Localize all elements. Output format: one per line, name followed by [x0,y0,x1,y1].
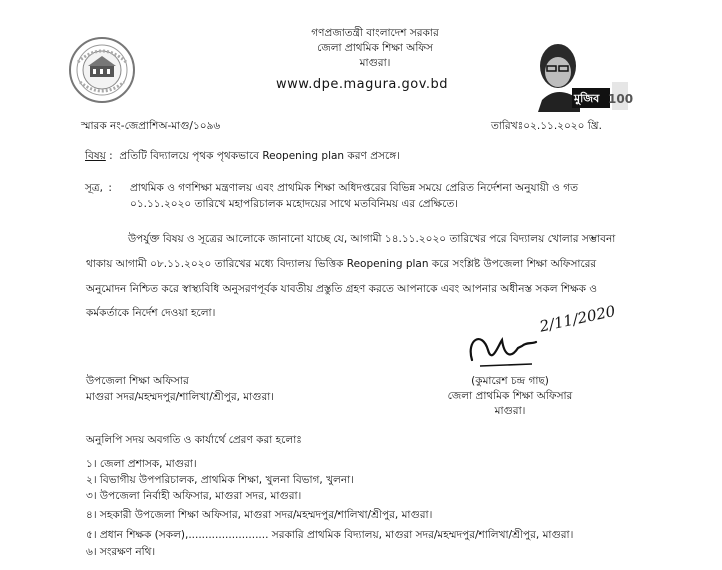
handwritten-signature [462,320,542,372]
mujib-100-logo [528,30,634,112]
copy-item: ২। বিভাগীয় উপপরিচালক, প্রাথমিক শিক্ষা, খুলনা বিভাগ, খুলনা। [86,474,354,486]
copy-item: ৩। উপজেলা নির্বাহী অফিসার, মাগুরা সদর, মাগুরা। [86,490,302,502]
copy-item: ৬। সংরক্ষণ নথি। [86,546,156,558]
body-line-4: কর্মকর্তাকে নির্দেশ দেওয়া হলো। [86,307,216,319]
government-seal-logo [68,36,136,104]
copy-item: ৫। প্রধান শিক্ষক (সকল),........................ সরকারি প্রাথমিক বিদ্যালয়, মাগুরা সদর/মহম্মদপুর/শালিখা/শ্রীপুর, মাগুরা। [86,529,574,541]
signatory-title: জেলা প্রাথমিক শিক্ষা অফিসার [447,390,573,402]
subject-text: প্রতিটি বিদ্যালয়ে পৃথক পৃথকভাবে Reopening plan করণ প্রসঙ্গে। [119,150,400,162]
copy-item: ১। জেলা প্রশাসক, মাগুরা। [86,458,197,470]
signatory-place: মাগুরা। [494,405,526,417]
body-line-3: অনুমোদন নিশ্চিত করে স্বাস্থ্যবিধি অনুসরণপূর্বক যাবতীয় প্রস্তুতি গ্রহণ করতে আপনাকে এবং আপনার অধীনস্ত সকল শিক্ষক ও [86,283,598,295]
copy-item: ৪। সহকারী উপজেলা শিক্ষা অফিসার, মাগুরা সদর/মহম্মদপুর/শালিখা/শ্রীপুর, মাগুরা। [86,509,433,521]
reference-label: সূত্র, [85,182,103,194]
handwritten-date: 2/11/2020 [538,302,617,336]
reference-line-2: ০১.১১.২০২০ তারিখে মহাপরিচালক মহোদয়ের সাথে মতবিনিময় এর প্রেক্ষিতে। [130,198,458,210]
body-line-2: থাকায় আগামী ০৮.১১.২০২০ তারিখের মধ্যে বিদ্যালয় ভিত্তিক Reopening plan করে সংশ্লিষ্ট উপজেলা শিক্ষা অফিসারের [86,258,597,270]
header-line-office: জেলা প্রাথমিক শিক্ষা অফিস [317,42,433,54]
recipient-address: মাগুরা সদর/মহম্মদপুর/শালিখা/শ্রীপুর, মাগুরা। [86,391,275,403]
memo-date: তারিখঃ০২.১১.২০২০ খ্রি. [491,120,602,132]
office-website: www.dpe.magura.gov.bd [276,77,449,92]
copies-list [86,457,573,560]
reference-line-1: প্রাথমিক ও গণশিক্ষা মন্ত্রণালয় এবং প্রাথমিক শিক্ষা অধিদপ্তরের বিভিন্ন সময়ে প্রেরিত নির্দেশনা অনুযায়ী ও গত [130,182,578,194]
header-line-district: মাগুরা। [359,57,391,69]
recipient-title: উপজেলা শিক্ষা অফিসার [86,375,189,387]
mujib-logo-number: 100 [608,92,634,106]
subject-colon: : [105,150,120,162]
body-line-1: উপর্যুক্ত বিষয় ও সূত্রের আলোকে জানানো যাচ্ছে যে, আগামী ১৪.১১.২০২০ তারিখের পরে বিদ্যালয় খোলার সম্ভাবনা [128,233,616,245]
signatory-name: (কুমারেশ চন্দ্র গাছ) [471,375,549,387]
copies-heading: অনুলিপি সদয় অবগতি ও কার্যার্থে প্রেরণ করা হলোঃ [86,434,302,446]
subject-label: বিষয় [85,150,106,162]
mujib-logo-text: মুজিব [574,92,600,105]
memo-number: স্মারক নং-জেপ্রাশিঅ-মাগু/১০৯৬ [81,120,221,132]
header-line-government: গণপ্রজাতন্ত্রী বাংলাদেশ সরকার [311,27,439,39]
